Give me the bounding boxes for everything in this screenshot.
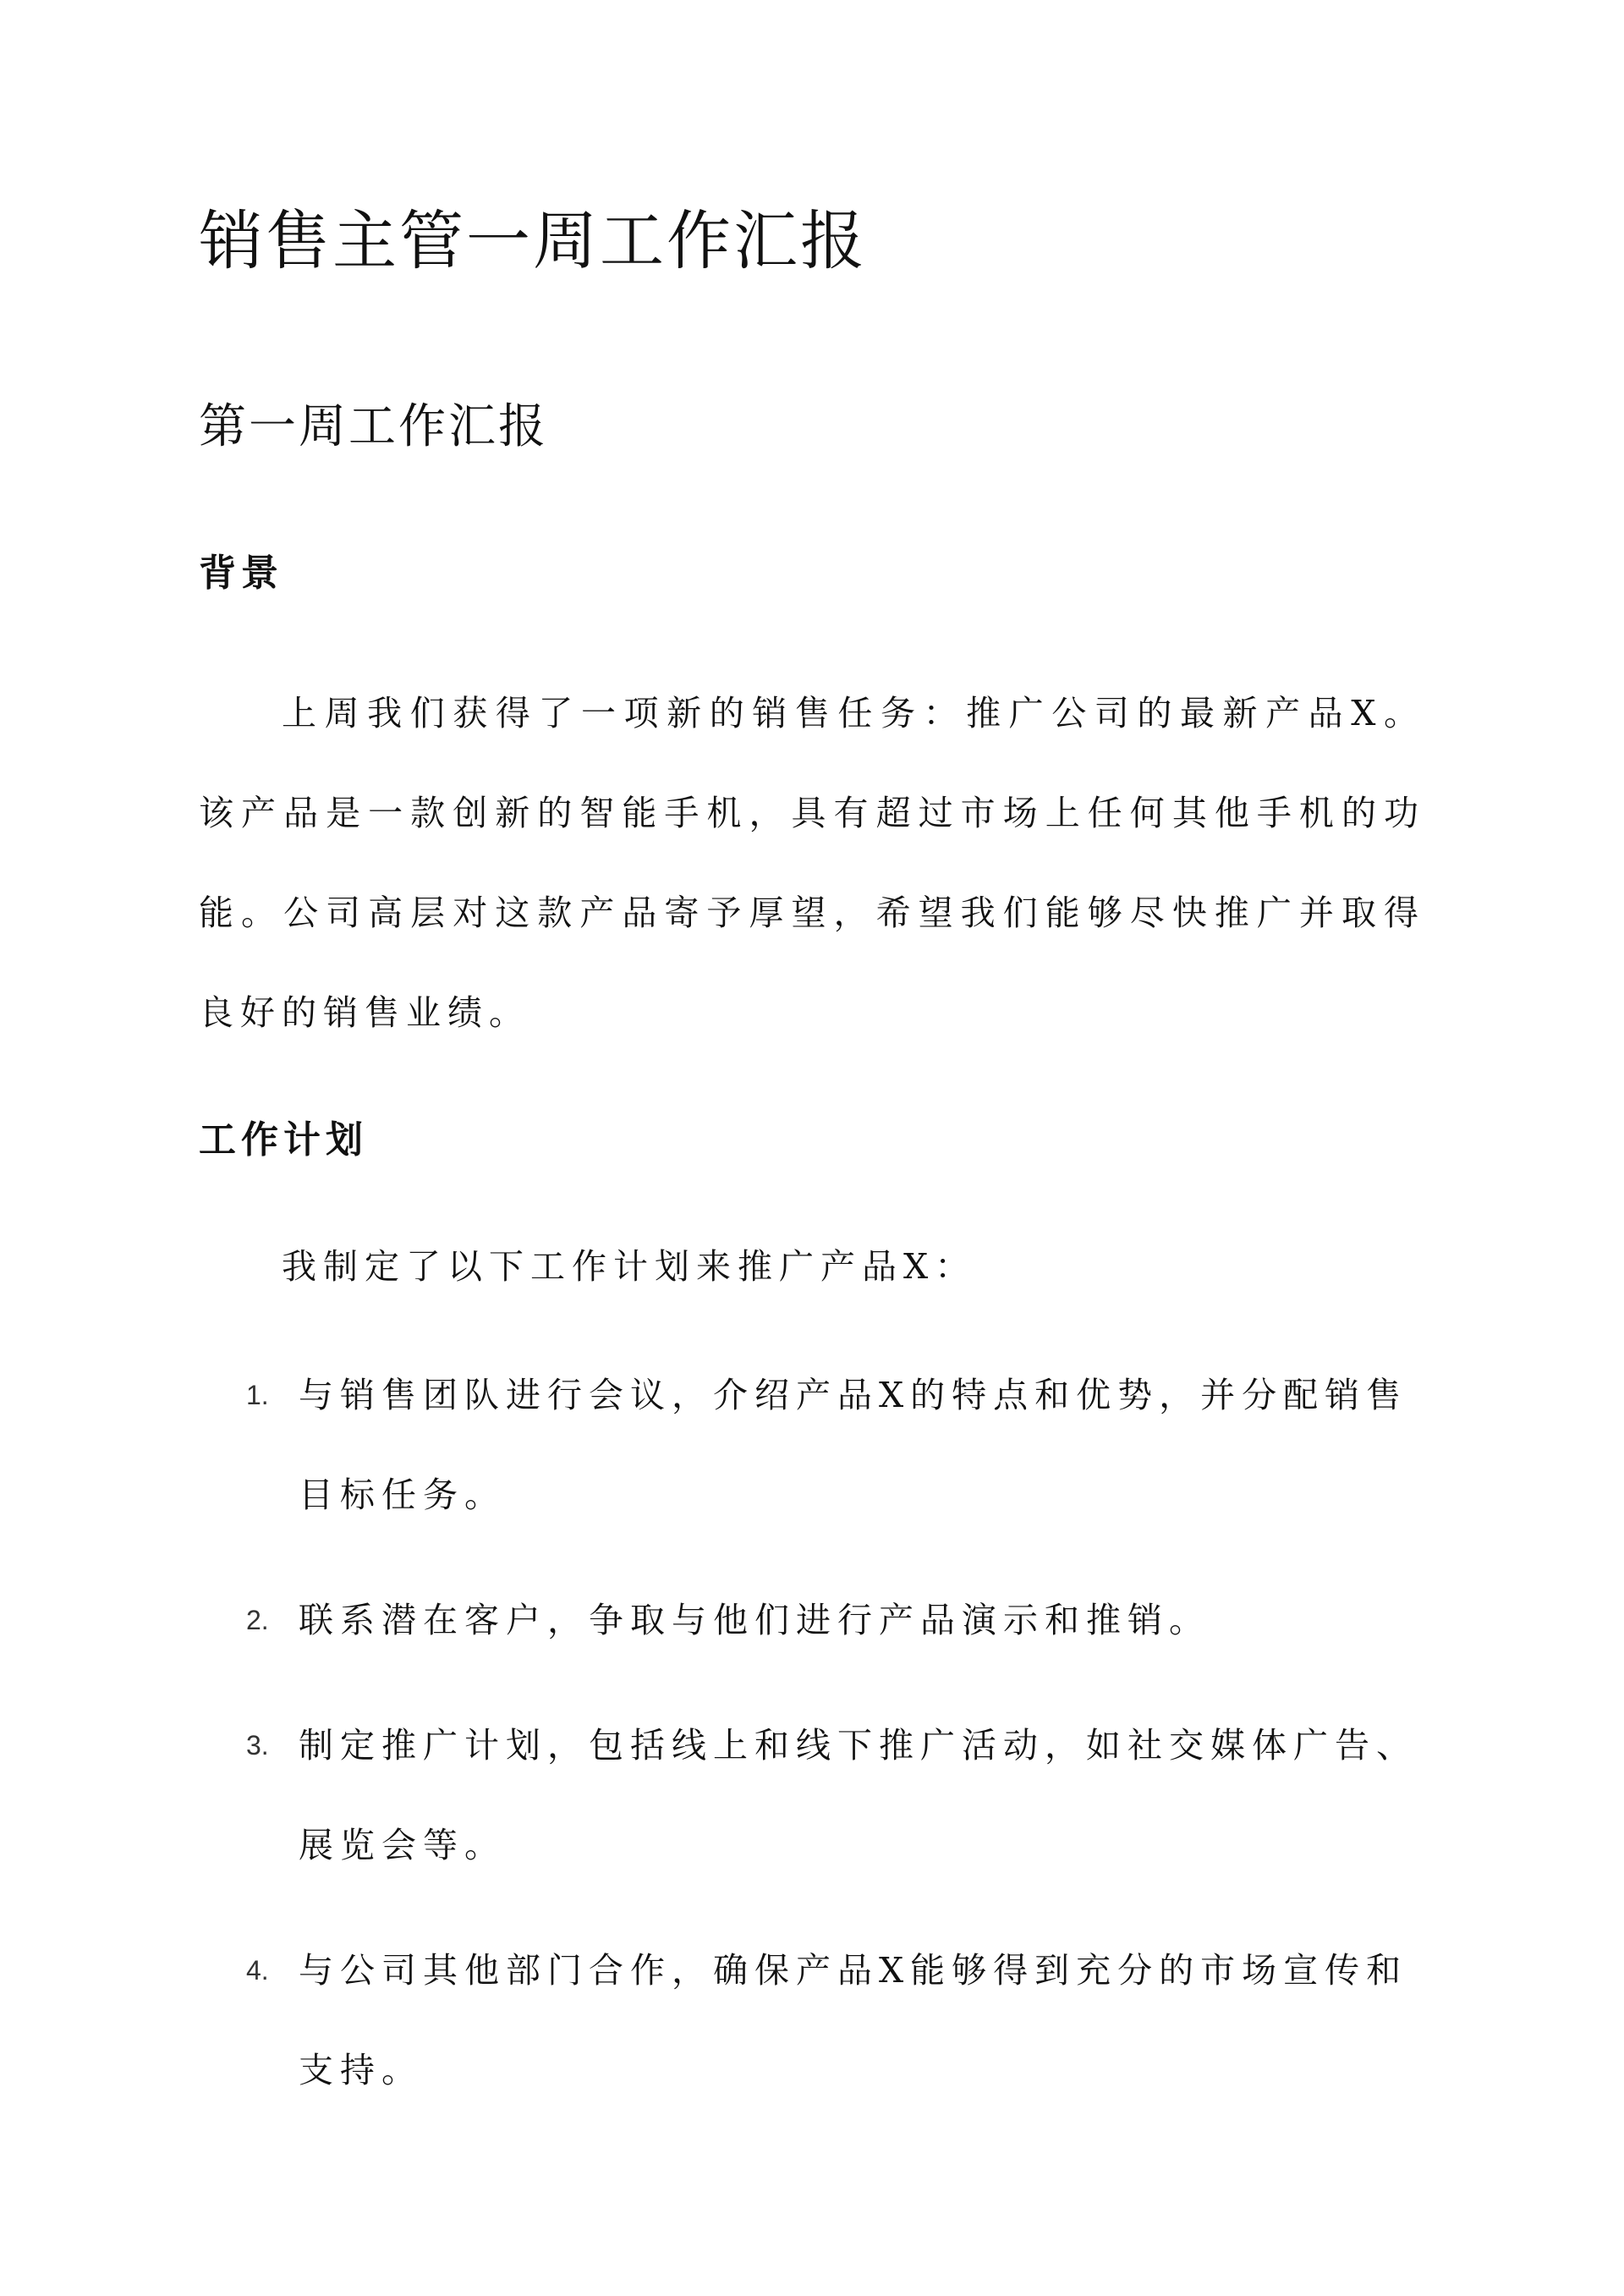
work-plan-list [199, 1345, 1425, 2145]
list-item [199, 1570, 1425, 1670]
list-item-text: 与销售团队进行会议，介绍产品X的特点和优势，并分配销售目标任务。 [299, 1375, 1408, 1515]
list-item-text: 制定推广计划，包括线上和线下推广活动，如社交媒体广告、展览会等。 [299, 1725, 1418, 1865]
list-item [199, 1695, 1425, 1895]
list-item [199, 1920, 1425, 2120]
list-item-number: 1. [246, 1380, 269, 1410]
heading-work-plan: 工作计划 [199, 1118, 368, 1162]
list-item [199, 1345, 1425, 1545]
list-item-number: 3. [246, 1730, 269, 1760]
heading-background: 背景 [199, 552, 283, 595]
list-item-number: 4. [246, 1955, 269, 1986]
background-paragraph: 上周我们获得了一项新的销售任务：推广公司的最新产品X。该产品是一款创新的智能手机，具有超过市场上任何其他手机的功能。公司高层对这款产品寄予厚望，希望我们能够尽快推广并取得良好的销售业绩。 [199, 693, 1425, 1033]
section-title-week-one: 第一周工作汇报 [199, 399, 548, 454]
list-item-number: 2. [246, 1605, 269, 1635]
list-item-text: 联系潜在客户，争取与他们进行产品演示和推销。 [299, 1600, 1210, 1640]
document-title: 销售主管一周工作汇报 [199, 203, 867, 278]
work-plan-intro: 我制定了以下工作计划来推广产品X： [282, 1246, 977, 1287]
list-item-text: 与公司其他部门合作，确保产品X能够得到充分的市场宣传和支持。 [299, 1950, 1408, 2090]
